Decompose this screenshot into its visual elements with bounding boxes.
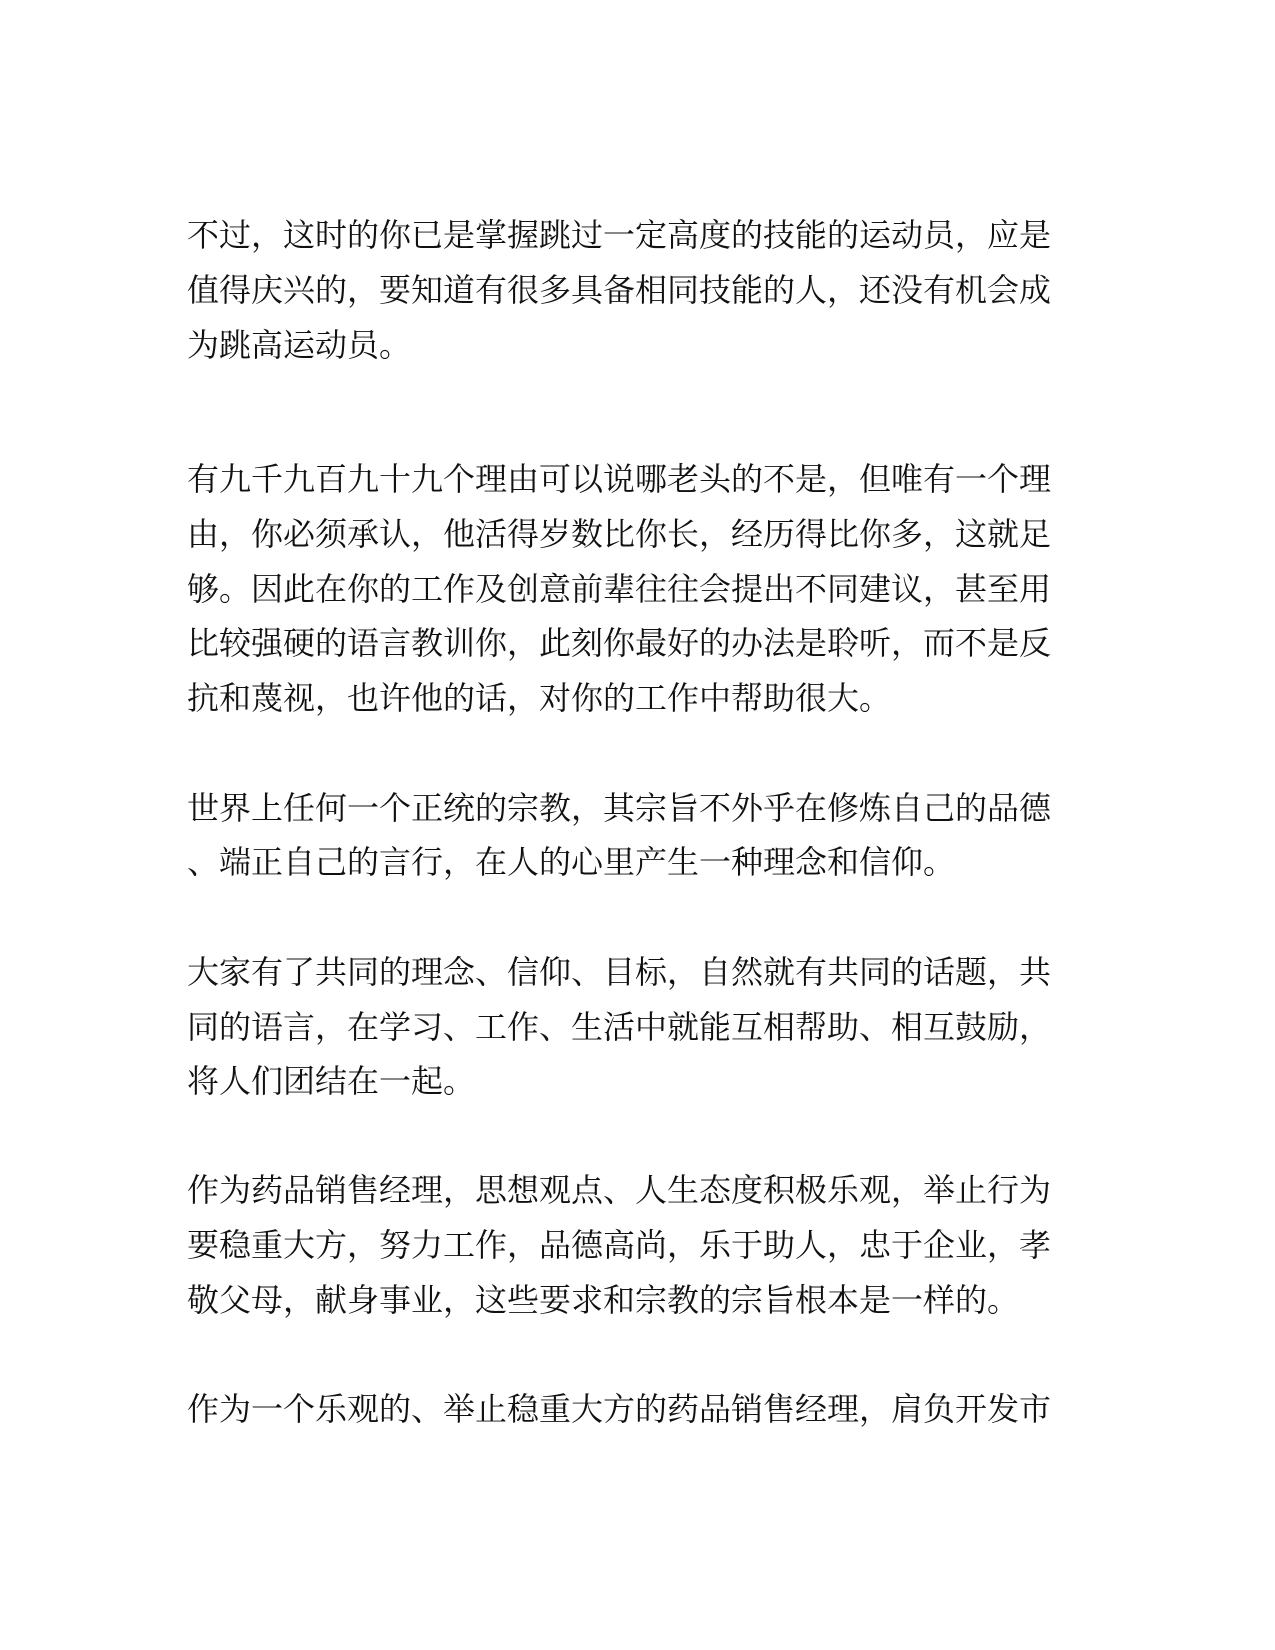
paragraph-3-line-1: 世界上任何一个正统的宗教，其宗旨不外乎在修炼自己的品德 (187, 789, 1052, 827)
paragraph-5-line-2: 要稳重大方，努力工作，品德高尚，乐于助人，忠于企业，孝 (187, 1226, 1052, 1264)
paragraph-1-line-1: 不过，这时的你已是掌握跳过一定高度的技能的运动员，应是 (187, 216, 1052, 254)
paragraph-5-line-1: 作为药品销售经理，思想观点、人生态度积极乐观，举止行为 (187, 1171, 1052, 1209)
paragraph-1-line-3: 为跳高运动员。 (187, 326, 412, 364)
paragraph-2-line-2: 由，你必须承认，他活得岁数比你长，经历得比你多，这就足 (187, 515, 1052, 553)
paragraph-5-line-3: 敬父母，献身事业，这些要求和宗教的宗旨根本是一样的。 (187, 1281, 1020, 1319)
paragraph-4-line-3: 将人们团结在一起。 (187, 1062, 476, 1100)
paragraph-1-line-2: 值得庆兴的，要知道有很多具备相同技能的人，还没有机会成 (187, 271, 1052, 309)
paragraph-2-line-1: 有九千九百九十九个理由可以说哪老头的不是，但唯有一个理 (187, 460, 1052, 498)
paragraph-4-line-1: 大家有了共同的理念、信仰、目标，自然就有共同的话题，共 (187, 953, 1052, 991)
paragraph-2-line-5: 抗和蔑视，也许他的话，对你的工作中帮助很大。 (187, 679, 892, 717)
paragraph-6-line-1: 作为一个乐观的、举止稳重大方的药品销售经理，肩负开发市 (187, 1390, 1052, 1428)
paragraph-2-line-4: 比较强硬的语言教训你，此刻你最好的办法是聆听，而不是反 (187, 624, 1052, 662)
paragraph-2-line-3: 够。因此在你的工作及创意前辈往往会提出不同建议，甚至用 (187, 570, 1052, 608)
paragraph-4-line-2: 同的语言，在学习、工作、生活中就能互相帮助、相互鼓励， (187, 1008, 1052, 1046)
paragraph-3-line-2: 、端正自己的言行，在人的心里产生一种理念和信仰。 (187, 843, 956, 881)
